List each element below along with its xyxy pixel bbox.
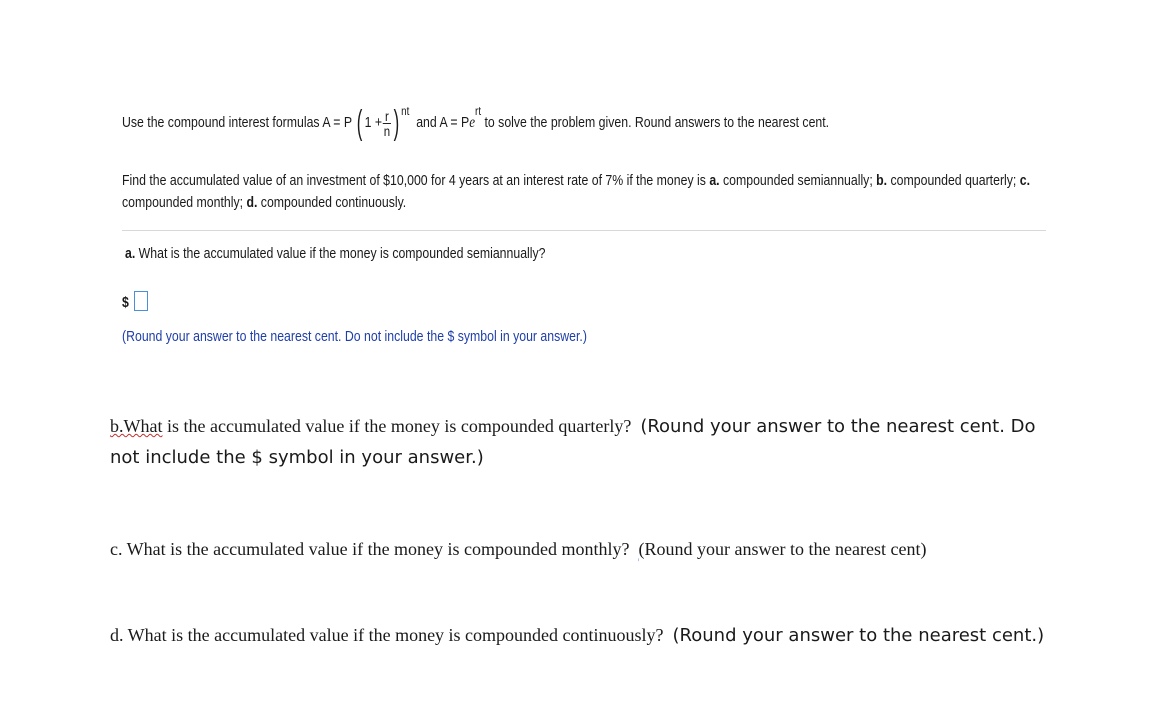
dollar-sign: $	[122, 294, 129, 311]
question-b-label: b.What	[110, 416, 163, 436]
right-paren: )	[393, 104, 400, 142]
e-constant: e	[469, 113, 476, 131]
question-c-round: Round your answer to the nearest cent)	[644, 539, 927, 559]
part-b-text: compounded quarterly;	[887, 172, 1020, 189]
compound-formula	[355, 103, 410, 142]
left-paren: (	[357, 104, 363, 142]
problem-text: Find the accumulated value of an investment of $10,000 for 4 years at an interest rate of 7% if the money is	[122, 172, 710, 189]
formula-instructions	[122, 103, 830, 142]
part-d-label: d.	[246, 194, 258, 211]
part-b-label: b.	[876, 172, 888, 189]
problem-statement	[122, 170, 1040, 214]
question-a-text: What is the accumulated value if the money is compounded semiannually?	[135, 245, 546, 262]
question-c-open-paren: (	[638, 539, 645, 559]
answer-a-row	[122, 291, 148, 311]
frac-numerator: r	[385, 107, 389, 124]
question-b-round: (Round your answer to the nearest cent. Do not include the $ symbol in your answer.)	[110, 416, 1036, 468]
question-a-label: a.	[125, 245, 136, 262]
r-over-n-fraction	[383, 109, 391, 138]
answer-hint: (Round your answer to the nearest cent. Do not include the $ symbol in your answer.)	[122, 328, 587, 345]
intro-prefix: Use the compound interest formulas A = P	[122, 113, 352, 131]
exponent-nt: nt	[401, 103, 410, 118]
intro-suffix: to solve the problem given. Round answers to the nearest cent.	[484, 113, 830, 131]
part-c-label: c.	[1019, 172, 1031, 189]
question-c	[110, 539, 1070, 560]
part-a-label: a.	[709, 172, 720, 189]
divider	[122, 230, 1046, 231]
exponent-rt: rt	[475, 103, 482, 118]
question-a	[125, 245, 545, 262]
part-d-text: compounded continuously.	[257, 194, 407, 211]
and-text: and A = P	[416, 113, 470, 131]
question-b-text: is the accumulated value if the money is compounded quarterly?	[162, 416, 632, 436]
one-plus: 1 +	[364, 113, 383, 131]
part-c-text: compounded monthly;	[122, 194, 247, 211]
answer-a-input[interactable]	[134, 291, 148, 311]
question-b	[110, 411, 1070, 473]
question-c-text: c. What is the accumulated value if the money is compounded monthly?	[110, 539, 630, 559]
question-d-text: d. What is the accumulated value if the money is compounded continuously?	[110, 625, 664, 645]
question-d	[110, 621, 1070, 650]
question-d-round: (Round your answer to the nearest cent.)	[672, 625, 1045, 646]
part-a-text: compounded semiannually;	[719, 172, 877, 189]
frac-denominator: n	[383, 122, 391, 139]
